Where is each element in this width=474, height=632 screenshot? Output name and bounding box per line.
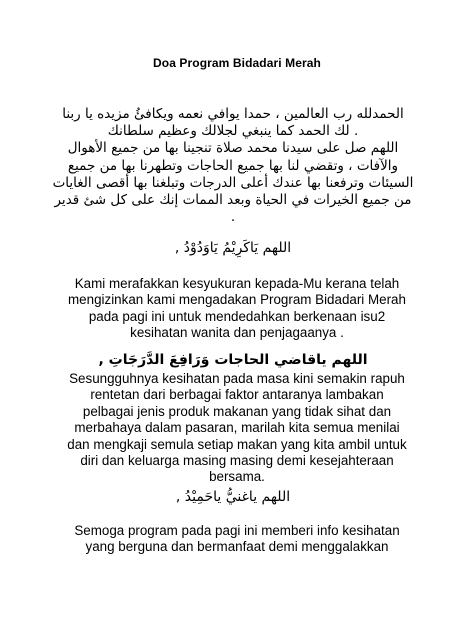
paragraph-line: diri dan keluarga masing masing demi kesejahteraan	[80, 453, 394, 469]
invocation-1: اللهم يَاكَرِيْمُ يَاوَدُوْدُ ,	[174, 240, 292, 256]
paragraph-line: pelbagai jenis produk makanan yang tidak sihat dan	[82, 403, 392, 419]
prayer-line: السيئات وترفعنا بها عندك أعلى الدرجات وتبلغنا بها أقصى الغايات	[52, 174, 414, 191]
document-title: Doa Program Bidadari Merah	[153, 56, 321, 70]
paragraph-line: pada pagi ini untuk mendedahkan berkenaan isu2	[88, 308, 386, 324]
paragraph-line: Kami merafakkan kesyukuran kepada-Mu kerana telah	[74, 276, 400, 291]
opening-prayer	[48, 106, 418, 226]
paragraph-line: rentetan dari berbagai faktor antaranya lambakan	[90, 387, 384, 403]
paragraph-line: bersama.	[209, 469, 265, 485]
paragraph-1	[40, 276, 434, 342]
paragraph-line: merbahaya dalam pasaran, marilah kita semua menilai	[74, 420, 400, 436]
prayer-line: .	[230, 209, 236, 226]
prayer-line: . لك الحمد كما ينبغي لجلالك وعظيم سلطانك	[107, 123, 359, 140]
invocation-2: اللهم ياقاضي الحاجات وَرَافِعَ الدَّرَجَاتِ ,	[98, 352, 368, 368]
prayer-line: الحمدلله رب العالمين ، حمدا يوافي نعمه ويكافئُ مزيده يا ربنا	[62, 106, 404, 122]
prayer-line: اللهم صل على سيدنا محمد صلاة تنجينا بها من جميع الأهوال	[67, 140, 399, 157]
prayer-line: والآفات ، وتقضي لنا بها جميع الحاجات وتطهرنا بها من جميع	[67, 157, 399, 174]
paragraph-line: dan mengkaji semula setiap makan yang kita ambil untuk	[67, 436, 407, 452]
paragraph-2	[40, 371, 434, 486]
paragraph-line: Semoga program pada pagi ini memberi info kesihatan	[74, 523, 400, 538]
paragraph-3	[40, 523, 434, 556]
prayer-line: من جميع الخيرات في الحياة وبعد الممات إنك على كل شئ قدير	[54, 192, 412, 209]
paragraph-line: kesihatan wanita dan penjagaanya .	[130, 325, 344, 341]
invocation-3: اللهم ياغنيُّ ياحَمِيْدُ ,	[175, 489, 291, 505]
paragraph-line: Sesungguhnya kesihatan pada masa kini semakin rapuh	[69, 371, 405, 386]
paragraph-line: mengizinkan kami mengadakan Program Bidadari Merah	[68, 292, 406, 308]
paragraph-line: yang berguna dan bermanfaat demi menggalakkan	[85, 539, 389, 555]
